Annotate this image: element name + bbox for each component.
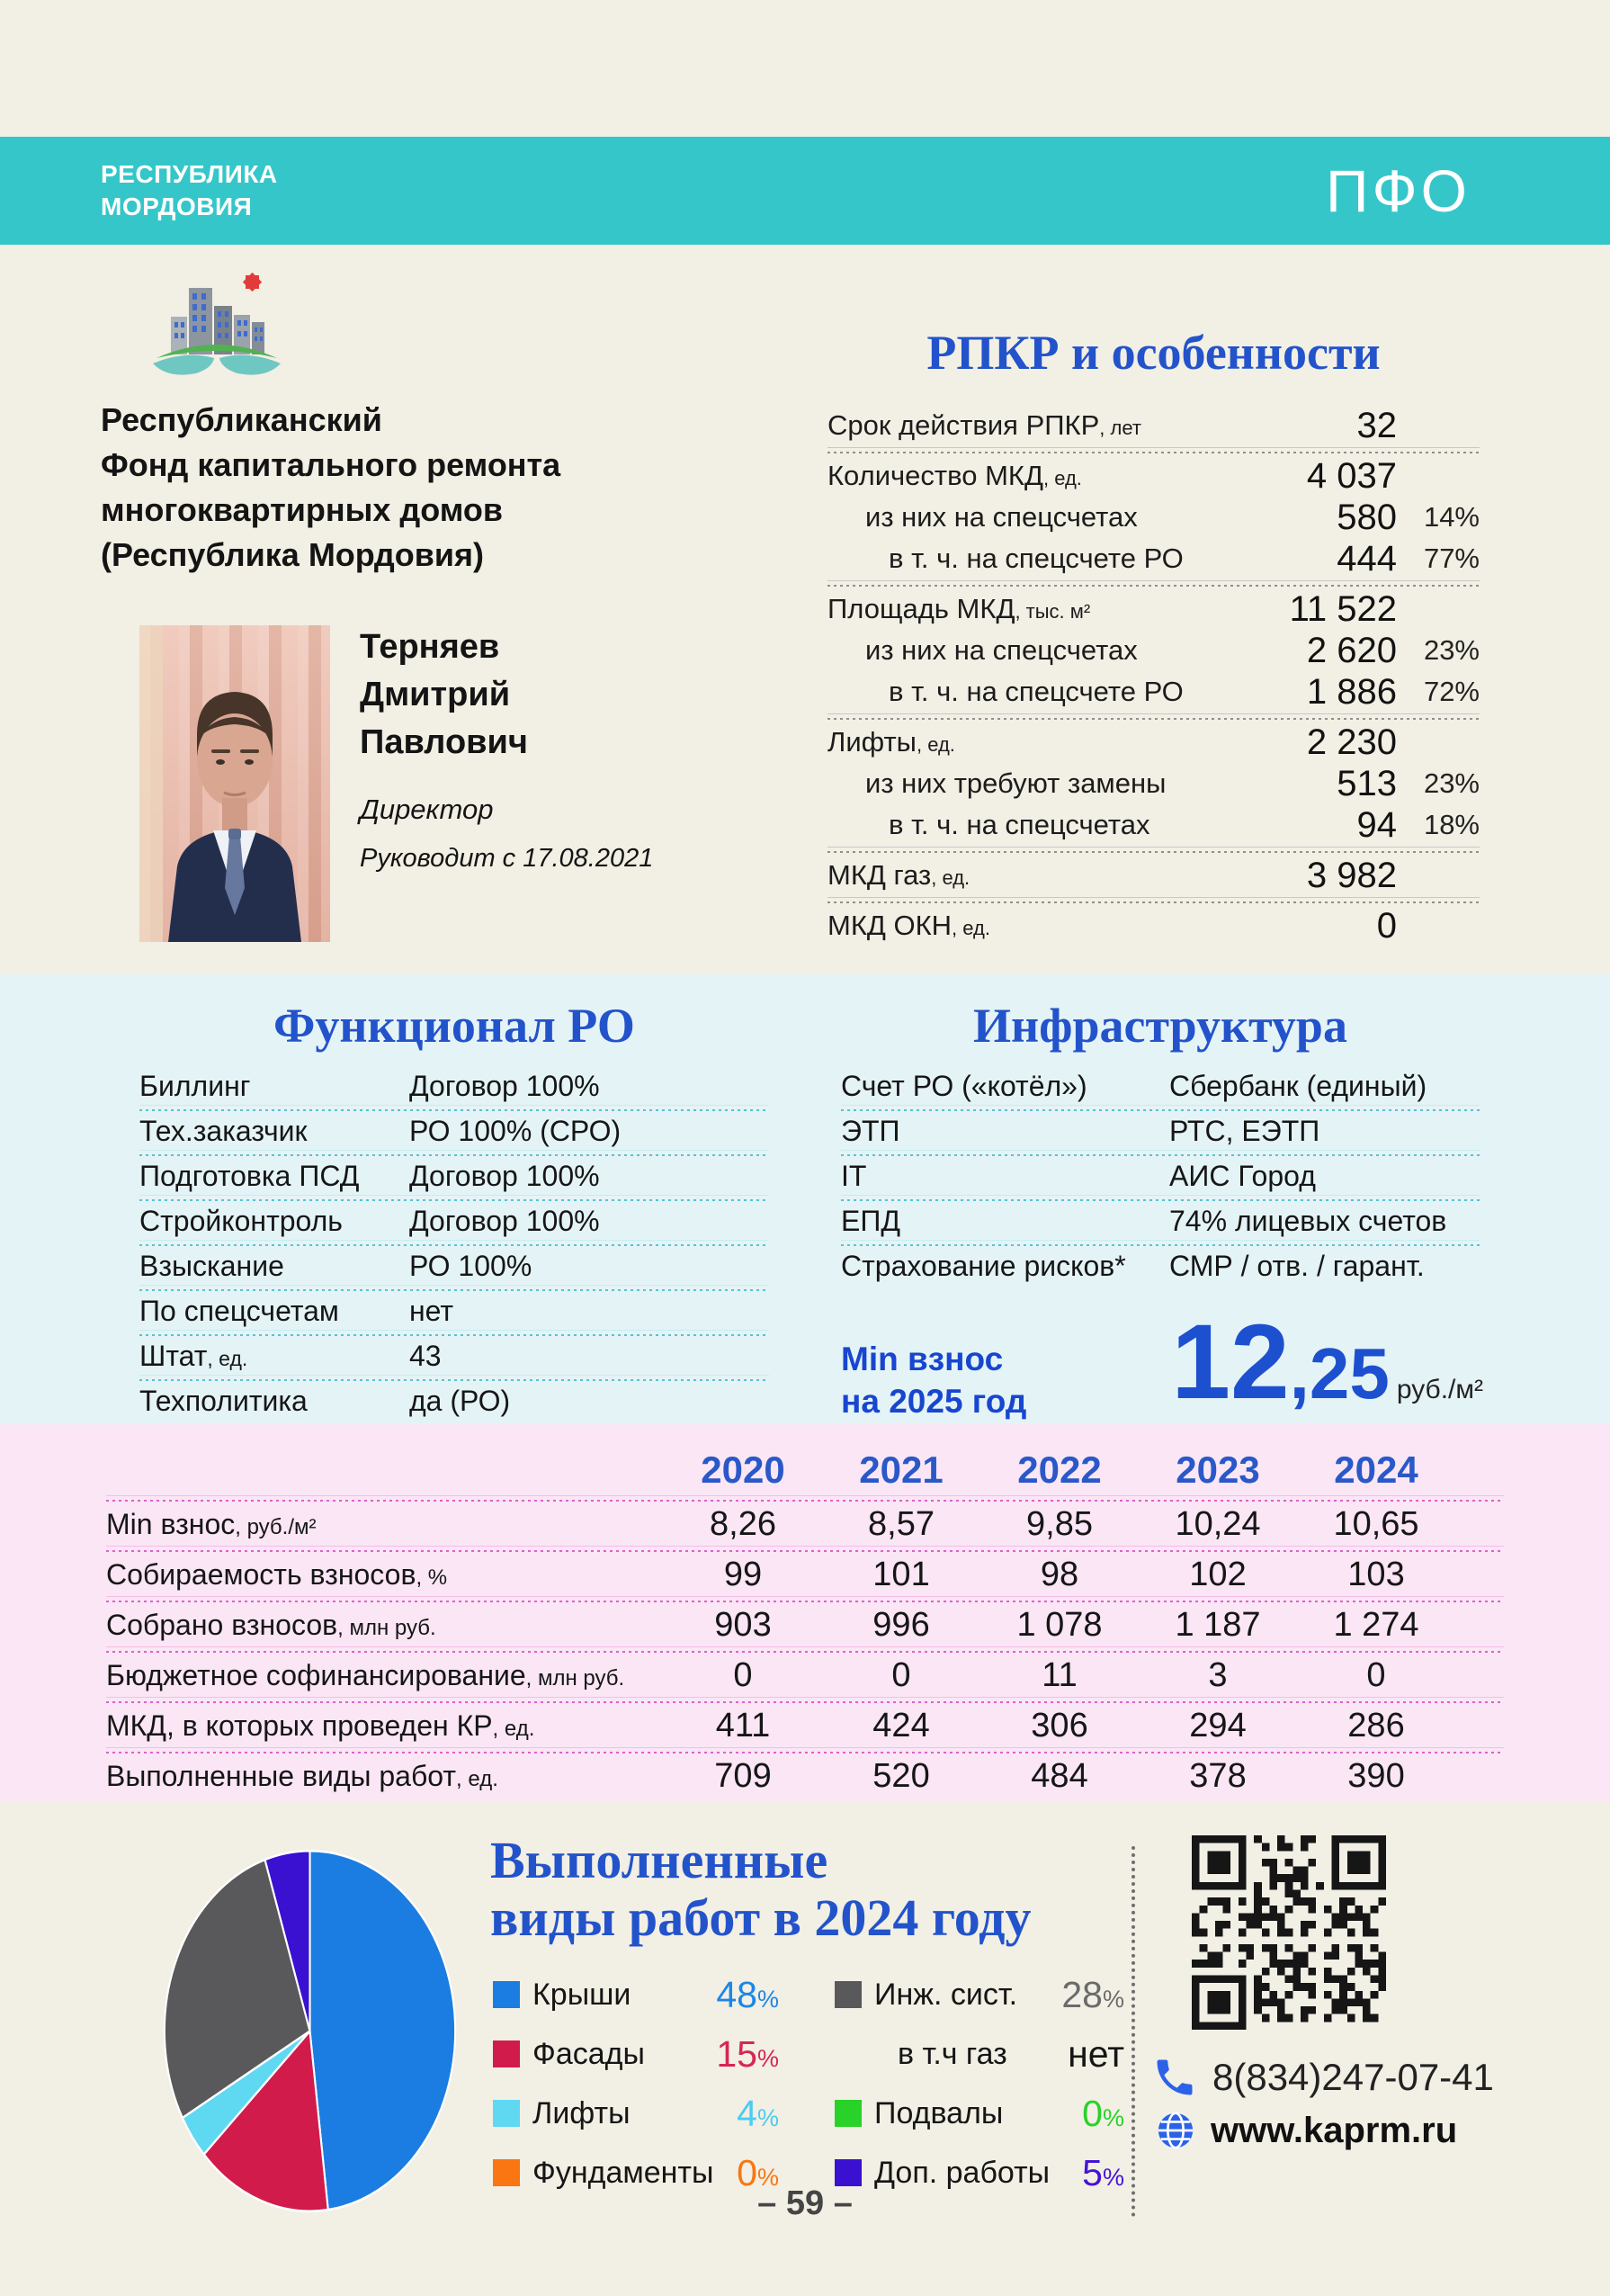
table-row	[139, 1202, 769, 1240]
legend-swatch	[493, 2159, 520, 2186]
separator	[106, 1546, 1504, 1553]
separator	[139, 1240, 769, 1247]
region-title	[101, 158, 278, 223]
cell-value: 98	[1040, 1555, 1079, 1593]
rpkr-row	[827, 538, 1480, 579]
legend-item	[835, 1973, 1124, 2015]
separator	[139, 1150, 769, 1157]
rpkr-section	[827, 324, 1480, 946]
row-label: МКД газ, ед.	[827, 859, 970, 891]
row-value: 32	[1356, 405, 1397, 445]
region-line-2: МОРДОВИЯ	[101, 193, 253, 220]
director-position: Директор	[360, 794, 494, 825]
rpkr-row	[827, 588, 1480, 630]
fund-name-line: Республиканский	[101, 401, 382, 438]
director-name	[360, 623, 756, 767]
row-label: Количество МКД, ед.	[827, 460, 1082, 491]
federal-district-label: ПФО	[1326, 157, 1471, 224]
row-value: 74% лицевых счетов	[1169, 1204, 1447, 1237]
row-label: Min взнос, руб./м²	[106, 1507, 317, 1540]
table-row	[841, 1112, 1480, 1150]
works-legend-right	[835, 1973, 1124, 2213]
legend-value: 4%	[737, 2092, 779, 2134]
legend-swatch	[493, 2100, 520, 2127]
rpkr-row	[827, 905, 1480, 946]
separator	[139, 1330, 769, 1337]
separator	[106, 1495, 1504, 1502]
phone-number: 8(834)247-07-41	[1212, 2056, 1494, 2098]
row-percent: 14%	[1423, 501, 1480, 533]
cell-value: 1 274	[1333, 1605, 1419, 1644]
cell-value: 99	[723, 1555, 763, 1593]
cell-value: 9,85	[1026, 1504, 1093, 1543]
cell-value: 709	[714, 1756, 772, 1795]
row-label: Техполитика	[139, 1384, 308, 1417]
row-value: Договор 100%	[409, 1069, 600, 1102]
cell-value: 10,24	[1175, 1504, 1261, 1543]
legend-label: Доп. работы	[874, 2155, 1051, 2190]
history-table	[106, 1445, 1504, 1798]
row-value: РТС, ЕЭТП	[1169, 1114, 1320, 1147]
cell-value: 10,65	[1333, 1504, 1419, 1543]
fund-name-line: (Республика Мордовия)	[101, 536, 484, 573]
pie-slice-Крыши	[310, 1851, 456, 2210]
rpkr-table	[827, 405, 1480, 946]
row-label: Штат, ед.	[139, 1339, 248, 1372]
row-value: Договор 100%	[409, 1204, 600, 1237]
table-row	[841, 1157, 1480, 1195]
logo-star	[243, 273, 262, 291]
row-label: Собрано взносов, млн руб.	[106, 1608, 436, 1641]
cell-value: 103	[1347, 1555, 1405, 1593]
row-percent: 77%	[1423, 543, 1480, 574]
row-label: Площадь МКД, тыс. м²	[827, 593, 1091, 624]
separator	[139, 1105, 769, 1112]
row-label: из них на спецсчетах	[865, 501, 1138, 533]
history-row	[106, 1704, 1504, 1747]
legend-swatch	[835, 1981, 862, 2008]
header-band	[0, 137, 1610, 245]
director-portrait-illustration	[139, 625, 330, 942]
functional-section	[139, 997, 769, 1420]
separator	[841, 1150, 1480, 1157]
cell-value: 1 078	[1016, 1605, 1103, 1644]
history-rows	[106, 1502, 1504, 1798]
row-label: МКД, в которых проведен КР, ед.	[106, 1709, 535, 1742]
row-label: IT	[841, 1159, 867, 1192]
min-fee-unit: руб./м²	[1396, 1375, 1483, 1404]
min-fee-2025	[841, 1303, 1483, 1431]
works-legend-left	[493, 1973, 779, 2213]
director-last-name: Терняев	[360, 628, 500, 666]
row-label: МКД ОКН, ед.	[827, 910, 990, 941]
row-value: РО 100% (СРО)	[409, 1114, 622, 1147]
history-row	[106, 1553, 1504, 1596]
legend-item	[493, 2094, 779, 2132]
row-value: нет	[409, 1294, 454, 1327]
legend-label: в т.ч газ	[898, 2036, 1007, 2071]
legend-label: Фасады	[532, 2036, 645, 2071]
cell-value: 294	[1189, 1706, 1247, 1744]
separator	[106, 1596, 1504, 1603]
row-value: Договор 100%	[409, 1159, 600, 1192]
separator	[106, 1646, 1504, 1654]
infrastructure-section	[841, 997, 1480, 1285]
table-row	[841, 1067, 1480, 1105]
dotted-divider	[1131, 1846, 1135, 2217]
director-info	[360, 623, 756, 874]
row-label: Биллинг	[139, 1069, 251, 1102]
rpkr-row	[827, 804, 1480, 846]
row-percent: 23%	[1423, 767, 1480, 799]
table-row	[139, 1112, 769, 1150]
row-value: 2 620	[1306, 630, 1397, 670]
cell-value: 1 187	[1175, 1605, 1261, 1644]
min-fee-label: Min взнос на 2025 год	[841, 1341, 1027, 1420]
rpkr-row	[827, 763, 1480, 804]
row-label: в т. ч. на спецсчете РО	[889, 543, 1184, 574]
row-value: 43	[409, 1339, 442, 1372]
legend-value: 48%	[716, 1973, 779, 2015]
row-label: Бюджетное софинансирование, млн руб.	[106, 1658, 625, 1691]
row-value: АИС Город	[1169, 1159, 1316, 1192]
table-row	[841, 1202, 1480, 1240]
row-percent: 18%	[1423, 809, 1480, 840]
director-first-name: Дмитрий	[360, 676, 511, 713]
cell-value: 306	[1031, 1706, 1088, 1744]
infrastructure-title: Инфраструктура	[973, 999, 1347, 1053]
row-label: из них требуют замены	[865, 767, 1167, 799]
functional-title: Функционал РО	[273, 999, 635, 1053]
cell-value: 0	[891, 1655, 911, 1694]
separator	[139, 1285, 769, 1292]
table-row	[139, 1067, 769, 1105]
cell-value: 520	[872, 1756, 930, 1795]
legend-swatch	[835, 2100, 862, 2127]
contact-phone	[1151, 2054, 1494, 2101]
cell-value: 102	[1189, 1555, 1247, 1593]
separator	[827, 897, 1480, 904]
cell-value: 996	[872, 1605, 930, 1644]
history-row	[106, 1502, 1504, 1546]
legend-item	[835, 2094, 1124, 2132]
legend-value: 28%	[1061, 1973, 1124, 2015]
cell-value: 484	[1031, 1756, 1088, 1795]
legend-swatch	[493, 2040, 520, 2067]
legend-value: 0%	[737, 2151, 779, 2193]
director-tenure: Руководит с 17.08.2021	[360, 844, 654, 873]
region-line-1: РЕСПУБЛИКА	[101, 160, 278, 188]
legend-label: Лифты	[532, 2095, 631, 2130]
year-header: 2023	[1176, 1448, 1260, 1491]
separator	[139, 1195, 769, 1202]
row-label: По спецсчетам	[139, 1294, 339, 1327]
rpkr-row	[827, 722, 1480, 763]
rpkr-row	[827, 630, 1480, 671]
legend-value: 5%	[1082, 2151, 1124, 2193]
row-label: Выполненные виды работ, ед.	[106, 1759, 498, 1792]
history-years-row	[106, 1445, 1504, 1495]
globe-icon	[1155, 2110, 1196, 2151]
legend-label: Подвалы	[874, 2095, 1004, 2130]
cell-value: 378	[1189, 1756, 1247, 1795]
row-label: ЭТП	[841, 1114, 900, 1147]
rpkr-row	[827, 405, 1480, 446]
cell-value: 411	[715, 1706, 771, 1744]
cell-value: 390	[1347, 1756, 1405, 1795]
row-value: 4 037	[1306, 455, 1397, 496]
table-row	[139, 1157, 769, 1195]
separator	[827, 580, 1480, 587]
row-value: 580	[1337, 497, 1397, 537]
director-middle-name: Павлович	[360, 723, 528, 761]
cell-value: 101	[872, 1555, 930, 1593]
row-label: Счет РО («котёл»)	[841, 1069, 1087, 1102]
legend-value: нет	[1068, 2032, 1124, 2075]
legend-swatch	[493, 1981, 520, 2008]
row-value: да (РО)	[409, 1384, 511, 1417]
fund-logo-icon	[148, 266, 285, 385]
cell-value: 0	[1366, 1655, 1386, 1694]
row-label: Лифты, ед.	[827, 726, 955, 758]
history-row	[106, 1654, 1504, 1697]
year-header: 2021	[859, 1448, 944, 1491]
row-value: РО 100%	[409, 1249, 532, 1282]
legend-item	[493, 1973, 779, 2015]
cell-value: 286	[1347, 1706, 1405, 1744]
table-row	[139, 1382, 769, 1420]
row-label: из них на спецсчетах	[865, 634, 1138, 666]
legend-item	[493, 2032, 779, 2075]
year-header: 2024	[1334, 1448, 1418, 1491]
logo-hands	[153, 355, 281, 375]
qr-code	[1192, 1835, 1386, 2030]
row-value: Сбербанк (единый)	[1169, 1069, 1427, 1102]
row-value: 1 886	[1306, 671, 1397, 712]
separator	[827, 447, 1480, 454]
cell-value: 3	[1208, 1655, 1228, 1694]
row-value: 513	[1337, 763, 1397, 803]
row-value: 94	[1356, 804, 1397, 845]
row-label: Страхование рисков*	[841, 1249, 1126, 1282]
row-value: 3 982	[1306, 855, 1397, 895]
rpkr-row	[827, 671, 1480, 713]
min-fee-value: 12,25 руб./м²	[1171, 1303, 1483, 1422]
functional-table	[139, 1067, 769, 1420]
separator	[106, 1747, 1504, 1754]
row-value: 0	[1376, 905, 1397, 946]
cell-value: 11	[1042, 1655, 1078, 1694]
table-row	[841, 1247, 1480, 1285]
director-photo	[139, 625, 330, 942]
table-row	[139, 1292, 769, 1330]
works-title: Выполненные виды работ в 2024 году	[490, 1831, 1032, 1947]
fund-name	[101, 398, 748, 578]
page-number: – 59 –	[757, 2184, 853, 2222]
separator	[827, 847, 1480, 854]
row-percent: 23%	[1423, 634, 1480, 666]
year-header: 2022	[1017, 1448, 1102, 1491]
legend-label: Инж. сист.	[874, 1977, 1018, 2012]
separator	[841, 1240, 1480, 1247]
row-label: в т. ч. на спецсчетах	[889, 809, 1150, 840]
separator	[841, 1105, 1480, 1112]
table-row	[139, 1247, 769, 1285]
row-value: СМР / отв. / гарант.	[1169, 1249, 1425, 1282]
separator	[139, 1375, 769, 1382]
row-label: Срок действия РПКР, лет	[827, 409, 1141, 441]
legend-value: 0%	[1082, 2092, 1124, 2134]
row-label: в т. ч. на спецсчете РО	[889, 676, 1184, 707]
year-header: 2020	[701, 1448, 785, 1491]
cell-value: 0	[733, 1655, 753, 1694]
fund-name-line: Фонд капитального ремонта	[101, 446, 561, 483]
rpkr-row	[827, 855, 1480, 896]
cell-value: 903	[714, 1605, 772, 1644]
row-value: 11 522	[1289, 588, 1397, 629]
website-url: www.kaprm.ru	[1211, 2110, 1458, 2150]
fund-name-line: многоквартирных домов	[101, 491, 503, 528]
rpkr-row	[827, 497, 1480, 538]
legend-label: Фундаменты	[532, 2155, 714, 2190]
legend-label: Крыши	[532, 1977, 631, 2012]
works-pie-chart	[159, 1844, 461, 2218]
table-row	[139, 1337, 769, 1375]
row-value: 444	[1337, 538, 1397, 578]
row-label: ЕПД	[841, 1204, 901, 1237]
row-label: Взыскание	[139, 1249, 284, 1282]
infrastructure-table	[841, 1067, 1480, 1285]
row-value: 2 230	[1306, 722, 1397, 762]
rpkr-title: РПКР и особенности	[926, 326, 1381, 380]
history-row	[106, 1754, 1504, 1798]
row-label: Стройконтроль	[139, 1204, 343, 1237]
rpkr-row	[827, 455, 1480, 497]
legend-item	[835, 2032, 1124, 2075]
cell-value: 424	[872, 1706, 930, 1744]
row-label: Тех.заказчик	[139, 1114, 308, 1147]
separator	[841, 1195, 1480, 1202]
logo-buildings	[171, 288, 264, 354]
legend-value: 15%	[716, 2032, 779, 2075]
separator	[106, 1697, 1504, 1704]
row-label: Собираемость взносов, %	[106, 1557, 448, 1591]
contact-website	[1155, 2110, 1457, 2151]
cell-value: 8,57	[868, 1504, 935, 1543]
legend-swatch	[835, 2159, 862, 2186]
separator	[827, 713, 1480, 721]
row-percent: 72%	[1423, 676, 1480, 707]
cell-value: 8,26	[710, 1504, 776, 1543]
phone-icon	[1151, 2054, 1198, 2101]
row-label: Подготовка ПСД	[139, 1159, 360, 1192]
history-row	[106, 1603, 1504, 1646]
